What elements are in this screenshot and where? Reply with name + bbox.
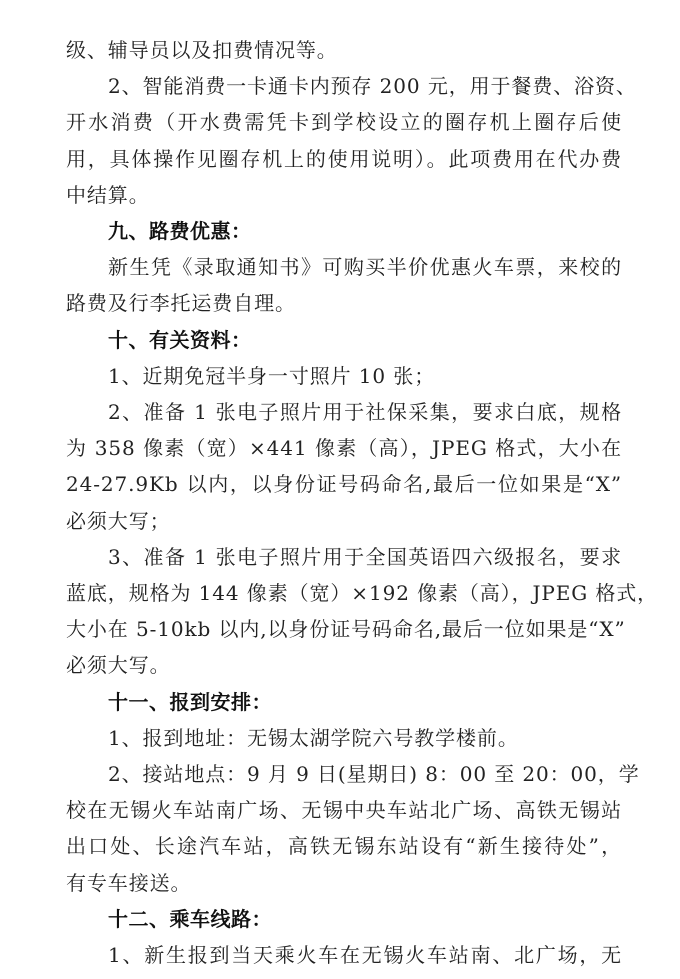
text-line: 必须大写； [66, 508, 171, 533]
section-heading: 十一、报到安排： [108, 689, 272, 714]
text-line: 新生凭《录取通知书》可购买半价优惠火车票，来校的 [108, 255, 622, 280]
text-line: 2、接站地点：9 月 9 日(星期日) 8：00 至 20：00，学 [108, 762, 640, 786]
text-line: 必须大写。 [66, 653, 171, 678]
text-line: 大小在 5-10kb 以内,以身份证号码命名,最后一位如果是“X” [66, 617, 626, 642]
text-line: 1、新生报到当天乘火车在无锡火车站南、北广场，无 [108, 943, 622, 967]
section-heading: 十二、乘车线路： [108, 906, 272, 931]
text-line: 为 358 像素（宽）×441 像素（高），JPEG 格式，大小在 [66, 436, 622, 461]
text-line: 用，具体操作见圈存机上的使用说明）。此项费用在代办费 [66, 146, 622, 171]
text-line: 3、准备 1 张电子照片用于全国英语四六级报名，要求 [108, 544, 622, 569]
text-line: 级、辅导员以及扣费情况等。 [66, 38, 338, 62]
text-line: 24-27.9Kb 以内，以身份证号码命名,最后一位如果是“X” [66, 472, 622, 497]
text-line: 有专车接送。 [66, 870, 192, 895]
text-line: 路费及行李托运费自理。 [66, 291, 296, 316]
section-heading: 九、路费优惠： [108, 219, 252, 243]
text-line: 2、准备 1 张电子照片用于社保采集，要求白底，规格 [108, 400, 622, 424]
text-line: 出口处、长途汽车站，高铁无锡东站设有“新生接待处”， [66, 834, 622, 859]
text-line: 中结算。 [66, 182, 150, 207]
text-line: 开水消费（开水费需凭卡到学校设立的圈存机上圈存后使 [66, 110, 622, 135]
text-line: 1、近期免冠半身一寸照片 10 张； [108, 363, 436, 388]
text-line: 校在无锡火车站南广场、无锡中央车站北广场、高铁无锡站 [66, 798, 622, 823]
section-heading: 十、有关资料： [108, 327, 252, 352]
text-line: 2、智能消费一卡通卡内预存 200 元，用于餐费、浴资、 [108, 74, 637, 99]
text-line: 蓝底，规格为 144 像素（宽）×192 像素（高），JPEG 格式， [66, 581, 659, 605]
text-line: 1、报到地址：无锡太湖学院六号教学楼前。 [108, 725, 519, 750]
